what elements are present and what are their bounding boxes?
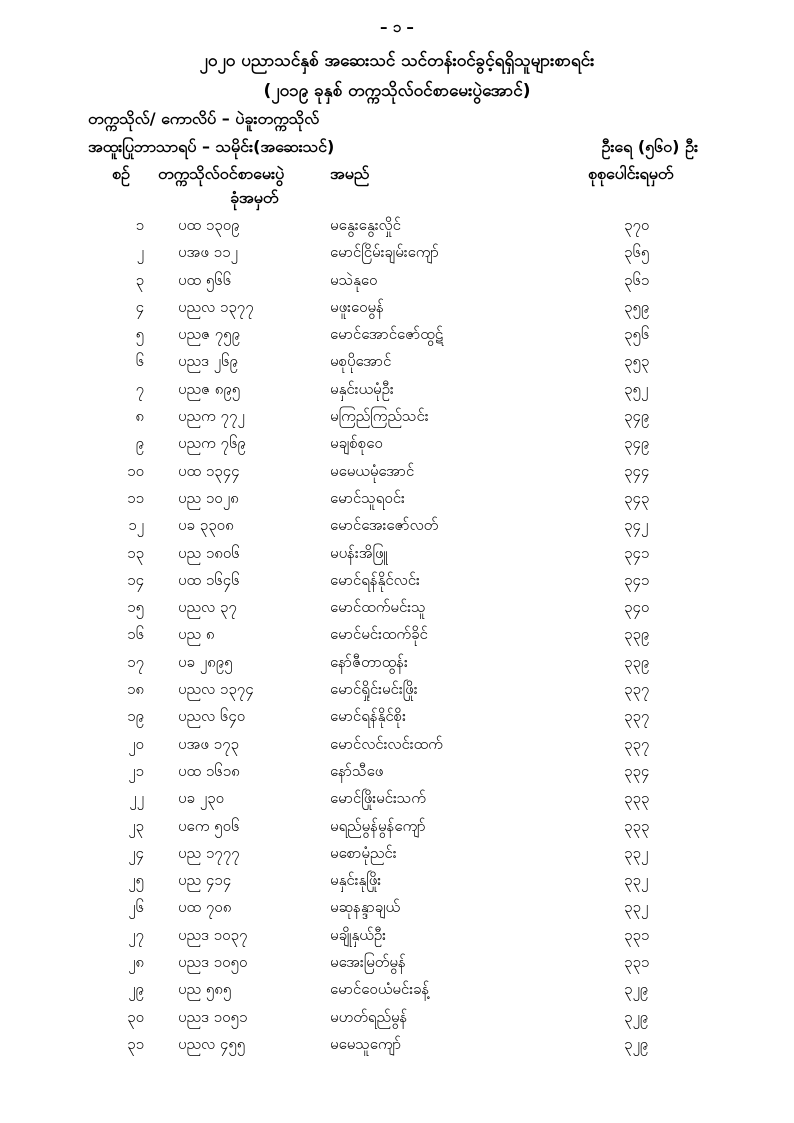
table-row (0, 403, 794, 430)
student-name: မောင်လင်းလင်းထက် (330, 734, 443, 753)
student-name: မပန်းအိဖြူ (330, 543, 388, 562)
total-marks: ၃၄၀ (624, 598, 650, 617)
roll-number: ပညဒ ၁၀၅၀ (178, 953, 248, 972)
table-row (0, 239, 794, 266)
table-row (0, 894, 794, 921)
header-roll-line2: ခုံအမှတ် (230, 188, 279, 207)
total-marks: ၃၃၇ (624, 680, 650, 699)
document-subtitle: (၂၀၁၉ ခုနှစ် တက္ကသိုလ်ဝင်စာမေးပွဲအောင်) (263, 81, 531, 101)
total-marks: ၃၄၄ (624, 461, 650, 480)
row-number: ၅ (135, 325, 144, 344)
table-row (0, 840, 794, 867)
roll-number: ပညက ၇၇၂ (178, 407, 245, 426)
roll-number: ပည ၁၀၂၈ (178, 488, 239, 507)
row-number: ၆ (135, 352, 144, 371)
total-marks: ၃၃၂ (624, 898, 649, 917)
total-marks: ၃၆၁ (624, 270, 650, 289)
roll-number: ပညလ ၁၃၇၄ (178, 680, 254, 699)
row-number: ၁၁ (127, 488, 144, 507)
student-name: မချိုနှယ်ဦး (330, 925, 386, 944)
student-name: မောင်သူရဝင်း (330, 488, 405, 507)
row-number: ၉ (135, 434, 144, 453)
table-row (0, 867, 794, 894)
roll-number: ပခ ၂၈၉၅ (178, 652, 233, 671)
document-title: ၂၀၂၀ ပညာသင်နှစ် အဆေးသင် သင်တန်းဝင်ခွင့်ရရှိသူများစာရင်း (199, 51, 595, 71)
table-row (0, 676, 794, 703)
roll-number: ပထ ၁၃၄၄ (178, 461, 240, 480)
row-number: ၁၄ (127, 570, 144, 589)
table-row (0, 458, 794, 485)
table-row (0, 922, 794, 949)
row-number: ၁၈ (126, 680, 144, 699)
row-number: ၁၇ (127, 652, 144, 671)
row-number: ၁၂ (128, 516, 144, 535)
total-marks: ၃၃၃ (624, 816, 650, 835)
roll-number: ပညလ ၄၅၅ (178, 1034, 246, 1053)
roll-number: ပညလ ၆၄၀ (178, 707, 246, 726)
total-marks: ၃၃၇ (624, 734, 650, 753)
student-name: မောင်အောင်ဇော်ထွဋ် (330, 325, 444, 344)
table-row (0, 758, 794, 785)
roll-number: ပထ ၁၃၀၉ (178, 216, 240, 234)
roll-number: ပည ၄၁၄ (178, 871, 232, 890)
total-marks: ၃၄၁ (624, 570, 650, 589)
total-marks: ၃၄၁ (624, 543, 650, 562)
row-number: ၂၂ (129, 789, 144, 808)
page-number: – ၁ – (380, 18, 414, 36)
table-row (0, 294, 794, 321)
total-marks: ၃၆၅ (624, 243, 650, 262)
student-name: မဆုနန္ဒာချယ် (330, 898, 401, 917)
row-number: ၂ (136, 243, 144, 262)
total-marks: ၃၄၉ (624, 434, 650, 453)
header-name: အမည် (330, 164, 370, 183)
student-name: မစုပိုအောင် (330, 352, 392, 371)
roll-number: ပခ ၃၃၀၈ (178, 516, 234, 535)
roll-number: ပည ၁၈၀၆ (178, 543, 240, 562)
total-marks: ၃၃၁ (624, 953, 650, 972)
student-name: မဟတ်ရည်မွန် (330, 1007, 408, 1026)
student-name: မရည်မွန်မွန်ကျော် (330, 816, 426, 835)
row-number: ၃၀ (127, 1007, 144, 1026)
student-name: မောင်ဖြိုးမင်းသက် (330, 789, 426, 808)
row-number: ၃ (135, 270, 144, 289)
table-row (0, 321, 794, 348)
student-name: မနှင်းနုဖြိုး (330, 871, 382, 890)
total-marks: ၃၅၃ (624, 352, 650, 371)
header-roll: တက္ကသိုလ်ဝင်စာမေးပွဲ (158, 164, 285, 183)
header-marks: စုစုပေါင်းရမှတ် (588, 164, 674, 183)
roll-number: ပညလ ၃၇ (178, 598, 237, 617)
student-name: မောင်ရန်နိုင်လင်း (330, 570, 420, 589)
row-number: ၁၉ (127, 707, 144, 726)
row-number: ၂၇ (128, 925, 144, 944)
table-row (0, 621, 794, 648)
row-number: ၄ (135, 297, 144, 316)
student-name: နော်ဇီတာထွန်း (330, 652, 408, 671)
total-marks: ၃၃၉ (624, 625, 650, 644)
row-number: ၁ (135, 216, 144, 234)
total-marks: ၃၅၂ (624, 379, 649, 398)
roll-number: ပညဇ ၈၉၅ (178, 379, 241, 398)
roll-number: ပထ ၇၀၈ (178, 898, 232, 917)
roll-number: ပည ၈ (178, 625, 215, 644)
total-count: ဦးရေ (၅၆၀) ဦး (601, 137, 698, 156)
total-marks: ၃၃၂ (624, 843, 649, 862)
student-name: မမေသူကျော် (330, 1034, 402, 1053)
table-row (0, 485, 794, 512)
total-marks: ၃၄၃ (624, 488, 650, 507)
roll-number: ပထ ၁၆၄၆ (178, 570, 240, 589)
total-marks: ၃၅၆ (624, 325, 650, 344)
total-marks: ၃၅၉ (624, 297, 650, 316)
row-number: ၃၁ (127, 1034, 144, 1053)
roll-number: ပညဇ ၇၅၉ (178, 325, 241, 344)
row-number: ၂၄ (128, 843, 144, 862)
table-row (0, 540, 794, 567)
total-marks: ၃၃၇ (624, 707, 650, 726)
row-number: ၁၃ (127, 543, 144, 562)
roll-number: ပညဒ ၁၀၅၁ (178, 1007, 248, 1026)
student-name: မသဲနုဝေ (330, 270, 378, 289)
major-line: အထူးပြုဘာသာရပ် – သမိုင်း(အဆေးသင်) (88, 137, 335, 156)
table-row (0, 731, 794, 758)
table-row (0, 649, 794, 676)
table-row (0, 976, 794, 1003)
table-row (0, 376, 794, 403)
table-row (0, 1031, 794, 1058)
roll-number: ပအဖ ၁၁၂ (178, 243, 238, 262)
roll-number: ပကေ ၅၀၆ (178, 816, 240, 835)
roll-number: ပညဒ ၁၀၃၇ (178, 925, 248, 944)
row-number: ၁၆ (127, 625, 144, 644)
student-name: မောင်ရန်နိုင်စိုး (330, 707, 406, 726)
student-name: မချစ်စုဝေ (330, 434, 383, 453)
student-name: မနှင်းယမုံဦး (330, 379, 394, 398)
header-no: စဉ် (112, 164, 130, 183)
table-row (0, 594, 794, 621)
student-name: မနွေးနွေးလှိုင် (330, 216, 401, 234)
roll-number: ပထ ၅၆၆ (178, 270, 232, 289)
student-name: မောင်ဝေယံမင်းခန့် (330, 980, 430, 999)
row-number: ၂၀ (128, 734, 144, 753)
student-name: မမေယမုံအောင် (330, 461, 415, 480)
total-marks: ၃၇၀ (624, 216, 650, 234)
total-marks: ၃၃၃ (624, 789, 650, 808)
row-number: ၇ (135, 379, 144, 398)
table-row (0, 512, 794, 539)
table-row (0, 212, 794, 239)
table-row (0, 703, 794, 730)
total-marks: ၃၂၉ (624, 980, 649, 999)
table-row (0, 348, 794, 375)
student-name: မကြည်ကြည်သင်း (330, 407, 429, 426)
row-number: ၂၆ (128, 898, 144, 917)
row-number: ၂၃ (128, 816, 144, 835)
roll-number: ပညက ၇၆၉ (178, 434, 246, 453)
row-number: ၂၈ (128, 953, 144, 972)
roll-number: ပအဖ ၁၇၃ (178, 734, 239, 753)
table-row (0, 1004, 794, 1031)
total-marks: ၃၄၂ (624, 516, 649, 535)
student-name: မောင်အေးဇော်လတ် (330, 516, 439, 535)
roll-number: ပည ၅၈၅ (178, 980, 232, 999)
table-row (0, 567, 794, 594)
total-marks: ၃၂၉ (624, 1007, 649, 1026)
row-number: ၁၅ (127, 598, 144, 617)
student-name: မောင်ထက်မင်းသူ (330, 598, 426, 617)
student-name: မောင်ရှိုင်းမင်းဖြိုး (330, 680, 418, 699)
total-marks: ၃၃၁ (624, 925, 650, 944)
table-row (0, 785, 794, 812)
table-row (0, 813, 794, 840)
row-number: ၈ (135, 407, 144, 426)
student-name: မဖူးဝေမွန် (330, 297, 384, 316)
roll-number: ပထ ၁၆၁၈ (178, 761, 240, 780)
roll-number: ပညလ ၁၃၇၇ (178, 297, 254, 316)
total-marks: ၃၃၂ (624, 871, 649, 890)
table-row (0, 949, 794, 976)
student-name: မောင်ငြိမ်းချမ်းကျော် (330, 243, 439, 262)
row-number: ၂၁ (128, 761, 144, 780)
row-number: ၁၀ (127, 461, 144, 480)
total-marks: ၃၄၉ (624, 407, 650, 426)
total-marks: ၃၃၉ (624, 652, 650, 671)
total-marks: ၃၂၉ (624, 1034, 649, 1053)
student-name: မအေးမြတ်မွန် (330, 953, 406, 972)
total-marks: ၃၃၄ (624, 761, 650, 780)
row-number: ၂၉ (128, 980, 144, 999)
table-row (0, 267, 794, 294)
university-line: တက္ကသိုလ်/ ကောလိပ် – ပဲခူးတက္ကသိုလ် (88, 109, 320, 128)
roll-number: ပခ ၂၃၀ (178, 789, 225, 808)
student-name: မစောမုံညင်း (330, 843, 397, 862)
row-number: ၂၅ (128, 871, 144, 890)
student-name: မောင်မင်းထက်ခိုင် (330, 625, 428, 644)
results-table (0, 212, 794, 1058)
table-row (0, 430, 794, 457)
roll-number: ပညဒ ၂၆၉ (178, 352, 238, 371)
roll-number: ပည ၁၇၇၇ (178, 843, 240, 862)
student-name: နော်သီဖေ (330, 761, 384, 780)
